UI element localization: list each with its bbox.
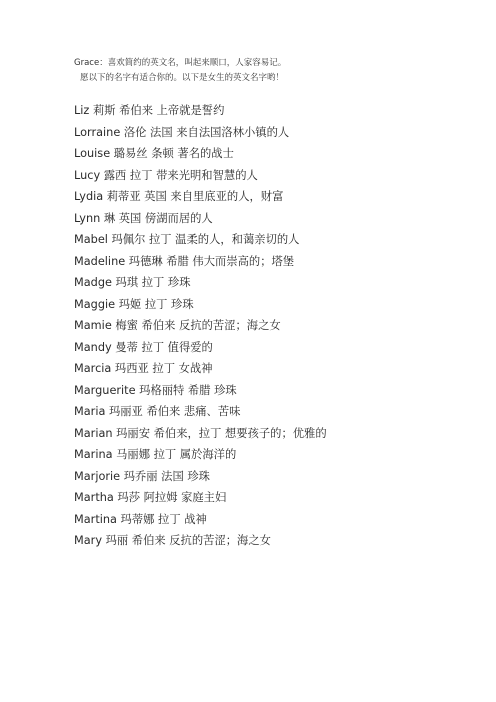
list-item: Lorraine 洛伦 法国 来自法国洛林小镇的人 [74,125,290,139]
intro-line-1: Grace：喜欢简约的英文名，叫起来顺口，人家容易记。 [74,58,287,68]
list-item: Mandy 曼蒂 拉丁 值得爱的 [74,340,213,354]
list-item: Lydia 莉蒂亚 英国 来自里底亚的人，财富 [74,190,284,203]
list-item: Louise 璐易丝 条顿 著名的战士 [74,147,234,160]
list-item: Martina 玛蒂娜 拉丁 战神 [74,512,207,526]
list-item: Martha 玛莎 阿拉姆 家庭主妇 [74,491,227,504]
list-item: Lynn 琳 英国 傍湖而居的人 [74,211,213,225]
list-item: Marina 马丽娜 拉丁 属於海洋的 [74,448,237,461]
list-item: Madeline 玛德琳 希腊 伟大而崇高的；塔堡 [74,254,295,268]
intro-text [74,56,286,86]
list-item: Maria 玛丽亚 希伯来 悲痛、苦味 [74,405,241,418]
list-item: Madge 玛琪 拉丁 珍珠 [74,276,191,289]
list-item: Maggie 玛姬 拉丁 珍珠 [74,297,194,311]
list-item: Mary 玛丽 希伯来 反抗的苦涩；海之女 [74,534,271,547]
name-list [74,100,327,552]
list-item: Marian 玛丽安 希伯来，拉丁 想要孩子的；优雅的 [74,426,327,440]
list-item: Marjorie 玛乔丽 法国 珍珠 [74,469,210,483]
list-item: Mabel 玛佩尔 拉丁 温柔的人，和蔼亲切的人 [74,233,300,246]
list-item: Liz 莉斯 希伯来 上帝就是誓约 [74,104,225,117]
list-item: Marcia 玛西亚 拉丁 女战神 [74,362,213,375]
list-item: Lucy 露西 拉丁 带来光明和智慧的人 [74,168,258,182]
intro-line-2: 愿以下的名字有适合你的。以下是女生的英文名字哟！ [80,73,285,83]
list-item: Mamie 梅蜜 希伯来 反抗的苦涩；海之女 [74,319,281,332]
list-item: Marguerite 玛格丽特 希腊 珍珠 [74,383,237,397]
